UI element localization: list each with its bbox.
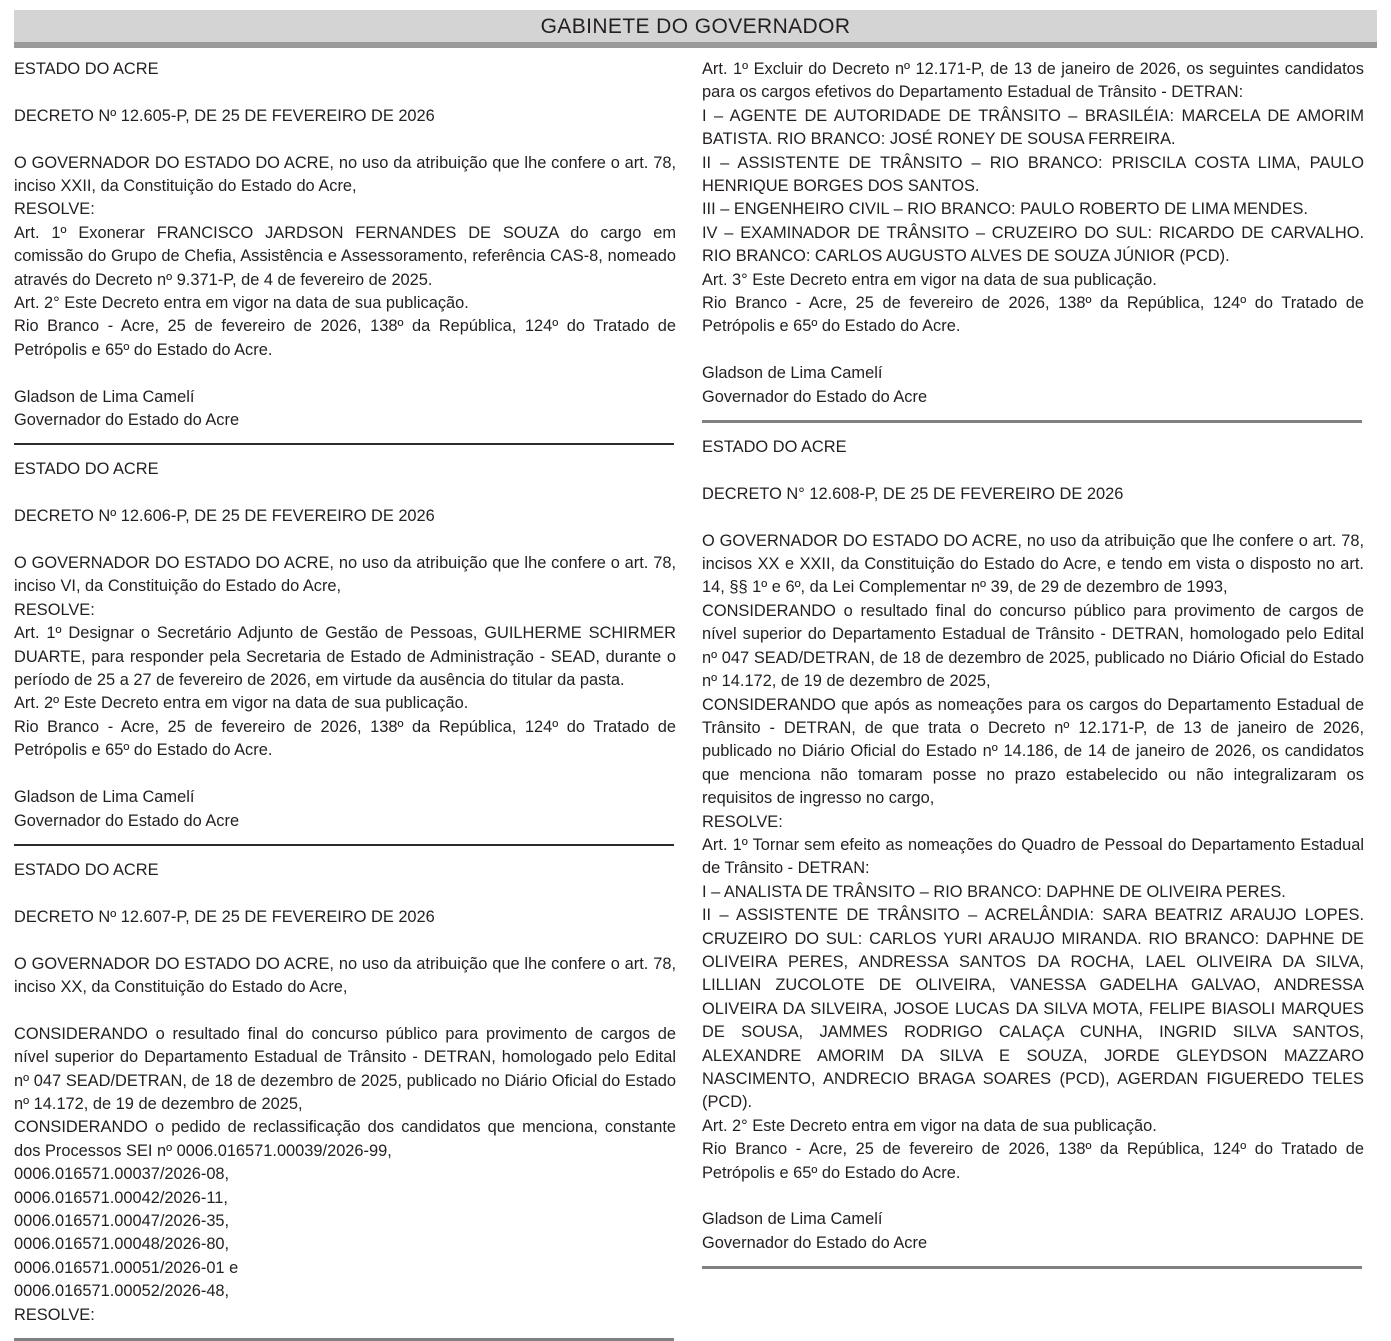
decree-place-date: Rio Branco - Acre, 25 de fevereiro de 2026, 138º da República, 124º do Tratado de Petrópolis e 65º do Estado do Acre. bbox=[702, 1140, 1364, 1182]
signer-name: Gladson de Lima Camelí bbox=[14, 387, 195, 406]
state-label: ESTADO DO ACRE bbox=[14, 460, 159, 479]
decree-resolve: RESOLVE: bbox=[14, 200, 95, 219]
section-header-title: GABINETE DO GOVERNADOR bbox=[540, 14, 851, 38]
decree-considerando-1: CONSIDERANDO o resultado final do concurso público para provimento de cargos de nível superior do Departamento Estadual de Trânsito - DETRAN, homologado pelo Edital nº 047 SEAD/DETRAN, de 18 de dezembro de 2025, publicado no Diário Oficial do Estado nº 14.172, de 19 de dezembro de 2025, bbox=[702, 601, 1364, 691]
decree-resolve: RESOLVE: bbox=[702, 812, 783, 831]
section-header-shadow bbox=[14, 42, 1377, 48]
decree-art2: Art. 2º Este Decreto entra em vigor na data de sua publicação. bbox=[14, 694, 469, 713]
decree-place-date: Rio Branco - Acre, 25 de fevereiro de 2026, 138º da República, 124º do Tratado de Petrópolis e 65º do Estado do Acre. bbox=[702, 294, 1364, 336]
decree-item-iv: IV – EXAMINADOR DE TRÂNSITO – CRUZEIRO DO SUL: RICARDO DE CARVALHO. RIO BRANCO: CARLOS AUGUSTO ALVES DE SOUZA JÚNIOR (PCD). bbox=[702, 223, 1364, 266]
decree-resolve: RESOLVE: bbox=[14, 1305, 95, 1324]
decree-art1: Art. 1º Exonerar FRANCISCO JARDSON FERNANDES DE SOUZA do cargo em comissão do Grupo de Chefia, Assistência e Assessoramento, referência CAS-8, nomeado através do Decreto nº 9.371-P, de 4 de fevereiro de 2025. bbox=[14, 223, 676, 289]
article-divider-bottom bbox=[702, 1266, 1362, 1269]
decree-art3: Art. 3° Este Decreto entra em vigor na data de sua publicação. bbox=[702, 270, 1157, 289]
signer-role: Governador do Estado do Acre bbox=[702, 1233, 928, 1252]
spacer bbox=[702, 339, 1364, 362]
process-number: 0006.016571.00052/2026-48, bbox=[14, 1282, 230, 1301]
decree-title: DECRETO N° 12.608-P, DE 25 DE FEVEREIRO DE 2026 bbox=[702, 484, 1124, 503]
decree-art1: Art. 1º Designar o Secretário Adjunto de Gestão de Pessoas, GUILHERME SCHIRMER DUARTE, para responder pela Secretaria de Estado de Administração - SEAD, durante o período de 25 a 27 de fevereiro de 2026, em virtude da ausência do titular da pasta. bbox=[14, 624, 676, 690]
spacer bbox=[14, 482, 676, 505]
spacer bbox=[14, 362, 676, 385]
decree-art1: Art. 1º Tornar sem efeito as nomeações do Quadro de Pessoal do Departamento Estadual de Trânsito - DETRAN: bbox=[702, 835, 1364, 878]
spacer bbox=[14, 81, 676, 104]
spacer bbox=[14, 882, 676, 905]
process-number: 0006.016571.00048/2026-80, bbox=[14, 1235, 230, 1254]
section-header bbox=[14, 10, 1377, 48]
decree-item-iii: III – ENGENHEIRO CIVIL – RIO BRANCO: PAULO ROBERTO DE LIMA MENDES. bbox=[702, 200, 1308, 219]
article-decreto-12608 bbox=[702, 436, 1364, 1255]
decree-preamble: O GOVERNADOR DO ESTADO DO ACRE, no uso da atribuição que lhe confere o art. 78, inciso XXII, da Constituição do Estado do Acre, bbox=[14, 153, 676, 195]
process-number: 0006.016571.00042/2026-11, bbox=[14, 1188, 228, 1207]
decree-item-ii: II – ASSISTENTE DE TRÂNSITO – ACRELÂNDIA: SARA BEATRIZ ARAUJO LOPES. CRUZEIRO DO SUL: CARLOS YURI ARAUJO MIRANDA. RIO BRANCO: DAPHNE DE OLIVEIRA PERES, ANDRESSA SANTOS DA ROCHA, LAEL OLIVEIRA DA SILVA, LILLIAN ZUCOLOTE DE OLIVEIRA, VANESSA GADELHA GALVAO, ANDRESSA OLIVEIRA DA SILVEIRA, JOSOE LUCAS DA SILVA MOTA, FELIPE BIASOLI MARQUES DE SOUSA, JAMMES RODRIGO CALAÇA CUNHA, INGRID SILVA SANTOS, ALEXANDRE AMORIM DA SILVA E SOUZA, JORDE GLEYDSON MAZZARO NASCIMENTO, ANDRECIO BRAGA SOARES (PCD), AGERDAN FIGUEREDO TELES (PCD). bbox=[702, 906, 1364, 1112]
state-label: ESTADO DO ACRE bbox=[14, 860, 159, 879]
signer-name: Gladson de Lima Camelí bbox=[702, 1210, 883, 1229]
decree-item-ii: II – ASSISTENTE DE TRÂNSITO – RIO BRANCO: PRISCILA COSTA LIMA, PAULO HENRIQUE BORGES DOS SANTOS. bbox=[702, 153, 1364, 196]
article-decreto-12607 bbox=[14, 859, 676, 1327]
spacer bbox=[14, 929, 676, 952]
section-header-bar bbox=[14, 10, 1377, 42]
article-divider bbox=[14, 443, 674, 445]
process-number: 0006.016571.00037/2026-08, bbox=[14, 1165, 230, 1184]
process-number: 0006.016571.00051/2026-01 e bbox=[14, 1258, 239, 1277]
spacer bbox=[702, 459, 1364, 482]
article-decreto-12605 bbox=[14, 58, 676, 432]
article-divider bbox=[702, 420, 1362, 423]
decree-place-date: Rio Branco - Acre, 25 de fevereiro de 2026, 138º da República, 124º do Tratado de Petrópolis e 65º do Estado do Acre. bbox=[14, 717, 676, 760]
decree-considerando-1: CONSIDERANDO o resultado final do concurso público para provimento de cargos de nível superior do Departamento Estadual de Trânsito - DETRAN, homologado pelo Edital nº 047 SEAD/DETRAN, de 18 de dezembro de 2025, publicado no Diário Oficial do Estado nº 14.172, de 19 de dezembro de 2025, bbox=[14, 1024, 676, 1113]
spacer bbox=[14, 763, 676, 786]
signer-role: Governador do Estado do Acre bbox=[702, 387, 928, 406]
state-label: ESTADO DO ACRE bbox=[702, 438, 847, 457]
decree-resolve: RESOLVE: bbox=[14, 600, 95, 619]
decree-title: DECRETO Nº 12.606-P, DE 25 DE FEVEREIRO DE 2026 bbox=[14, 507, 435, 526]
decree-preamble: O GOVERNADOR DO ESTADO DO ACRE, no uso da atribuição que lhe confere o art. 78, inciso XX, da Constituição do Estado do Acre, bbox=[14, 954, 676, 996]
decree-art1: Art. 1º Excluir do Decreto nº 12.171-P, de 13 de janeiro de 2026, os seguintes candidatos para os cargos efetivos do Departamento Estadual de Trânsito - DETRAN: bbox=[702, 60, 1364, 102]
decree-item-i: I – ANALISTA DE TRÂNSITO – RIO BRANCO: DAPHNE DE OLIVEIRA PERES. bbox=[702, 882, 1286, 901]
spacer bbox=[14, 999, 676, 1022]
signer-role: Governador do Estado do Acre bbox=[14, 411, 240, 430]
signer-name: Gladson de Lima Camelí bbox=[14, 788, 195, 807]
signer-name: Gladson de Lima Camelí bbox=[702, 364, 883, 383]
left-column bbox=[14, 58, 676, 1341]
article-divider bbox=[14, 844, 674, 846]
decree-preamble: O GOVERNADOR DO ESTADO DO ACRE, no uso da atribuição que lhe confere o art. 78, incisos XX e XXII, da Constituição do Estado do Acre, e tendo em vista o disposto no art. 14, §§ 1º e 6º, da Lei Complementar nº 39, de 29 de dezembro de 1993, bbox=[702, 531, 1364, 597]
two-column-body bbox=[0, 58, 1391, 1333]
signer-role: Governador do Estado do Acre bbox=[14, 811, 240, 830]
spacer bbox=[14, 529, 676, 552]
spacer bbox=[14, 128, 676, 151]
spacer bbox=[702, 506, 1364, 529]
decree-art2: Art. 2° Este Decreto entra em vigor na data de sua publicação. bbox=[14, 294, 469, 313]
decree-place-date: Rio Branco - Acre, 25 de fevereiro de 2026, 138º da República, 124º do Tratado de Petrópolis e 65º do Estado do Acre. bbox=[14, 317, 676, 359]
decree-title: DECRETO Nº 12.605-P, DE 25 DE FEVEREIRO DE 2026 bbox=[14, 106, 435, 125]
decree-considerando-2: CONSIDERANDO o pedido de reclassificação dos candidatos que menciona, constante dos Processos SEI nº 0006.016571.00039/2026-99, bbox=[14, 1118, 676, 1160]
decree-item-i: I – AGENTE DE AUTORIDADE DE TRÂNSITO – BRASILÉIA: MARCELA DE AMORIM BATISTA. RIO BRANCO: JOSÉ RONEY DE SOUSA FERREIRA. bbox=[702, 106, 1364, 149]
state-label: ESTADO DO ACRE bbox=[14, 60, 159, 78]
decree-preamble: O GOVERNADOR DO ESTADO DO ACRE, no uso da atribuição que lhe confere o art. 78, inciso VI, da Constituição do Estado do Acre, bbox=[14, 554, 676, 596]
spacer bbox=[702, 1185, 1364, 1208]
process-number: 0006.016571.00047/2026-35, bbox=[14, 1211, 230, 1230]
decree-title: DECRETO Nº 12.607-P, DE 25 DE FEVEREIRO DE 2026 bbox=[14, 907, 435, 926]
article-decreto-12606 bbox=[14, 458, 676, 832]
decree-art2: Art. 2° Este Decreto entra em vigor na data de sua publicação. bbox=[702, 1116, 1157, 1135]
article-decreto-12607-continued bbox=[702, 58, 1364, 409]
right-column bbox=[702, 58, 1364, 1269]
decree-considerando-2: CONSIDERANDO que após as nomeações para os cargos do Departamento Estadual de Trânsito - DETRAN, de que trata o Decreto nº 12.171-P, de 13 de janeiro de 2026, publicado no Diário Oficial do Estado nº 14.186, de 14 de janeiro de 2026, os candidatos que menciona não tomaram posse no prazo estabelecido ou não integralizaram os requisitos de ingresso no cargo, bbox=[702, 695, 1364, 808]
